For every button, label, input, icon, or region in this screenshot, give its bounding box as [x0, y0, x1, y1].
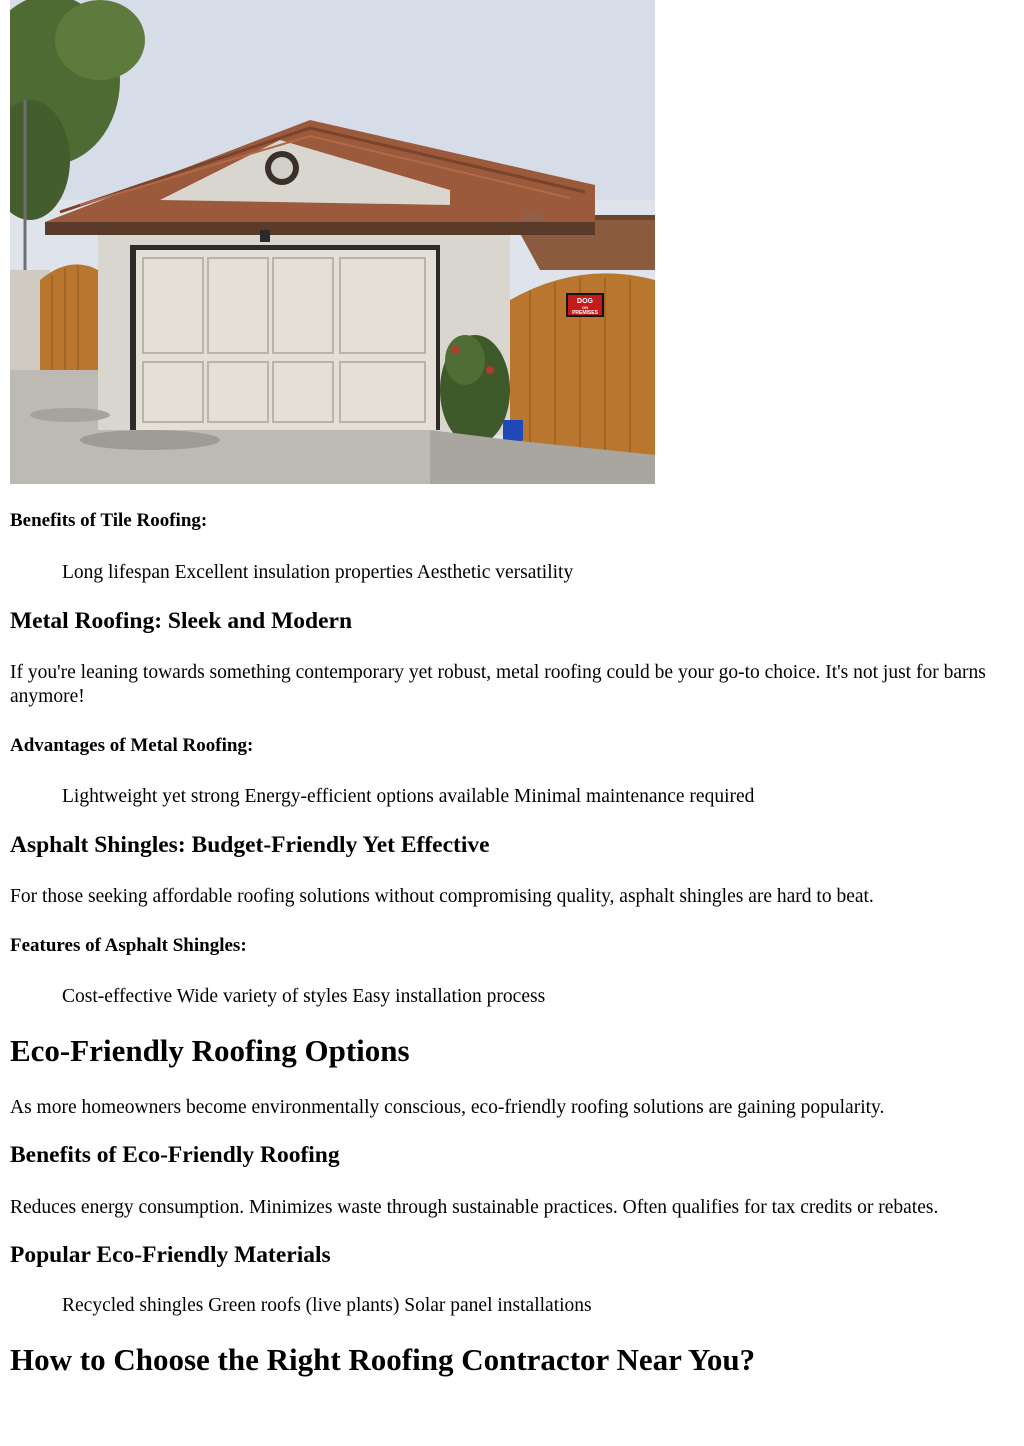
garage-house-image: [10, 0, 655, 484]
sign-word-2: ON: [582, 305, 588, 310]
eco-friendly-heading: Eco-Friendly Roofing Options: [10, 1033, 410, 1068]
eco-friendly-paragraph: As more homeowners become environmentally conscious, eco-friendly roofing solutions are gaining popularity.: [10, 1097, 885, 1118]
asphalt-features-list: Cost-effective Wide variety of styles Easy installation process: [62, 986, 546, 1007]
contractor-heading: How to Choose the Right Roofing Contractor Near You?: [10, 1342, 756, 1377]
metal-roofing-heading: Metal Roofing: Sleek and Modern: [10, 608, 353, 634]
hero-photo: [10, 0, 655, 484]
metal-advantages-label: Advantages of Metal Roofing:: [10, 735, 254, 756]
asphalt-shingles-paragraph: For those seeking affordable roofing solutions without compromising quality, asphalt shingles are hard to beat.: [10, 886, 874, 907]
metal-roofing-paragraph: If you're leaning towards something contemporary yet robust, metal roofing could be your go-to choice. It's not just for barns anymore!: [10, 662, 986, 707]
eco-materials-list: Recycled shingles Green roofs (live plants) Solar panel installations: [62, 1295, 592, 1316]
sign-word-3: PREMISES: [572, 310, 598, 316]
asphalt-features-label: Features of Asphalt Shingles:: [10, 935, 247, 956]
eco-benefits-heading: Benefits of Eco-Friendly Roofing: [10, 1142, 340, 1168]
sign-word-1: DOG: [577, 298, 593, 305]
eco-materials-heading: Popular Eco-Friendly Materials: [10, 1242, 331, 1268]
metal-advantages-list: Lightweight yet strong Energy-efficient options available Minimal maintenance required: [62, 786, 755, 807]
house-number-text: 5261: [522, 210, 546, 224]
tile-benefits-list: Long lifespan Excellent insulation properties Aesthetic versatility: [62, 562, 574, 583]
tile-benefits-label: Benefits of Tile Roofing:: [10, 510, 208, 531]
eco-benefits-paragraph: Reduces energy consumption. Minimizes waste through sustainable practices. Often qualifies for tax credits or rebates.: [10, 1197, 939, 1218]
asphalt-shingles-heading: Asphalt Shingles: Budget-Friendly Yet Effective: [10, 832, 490, 858]
